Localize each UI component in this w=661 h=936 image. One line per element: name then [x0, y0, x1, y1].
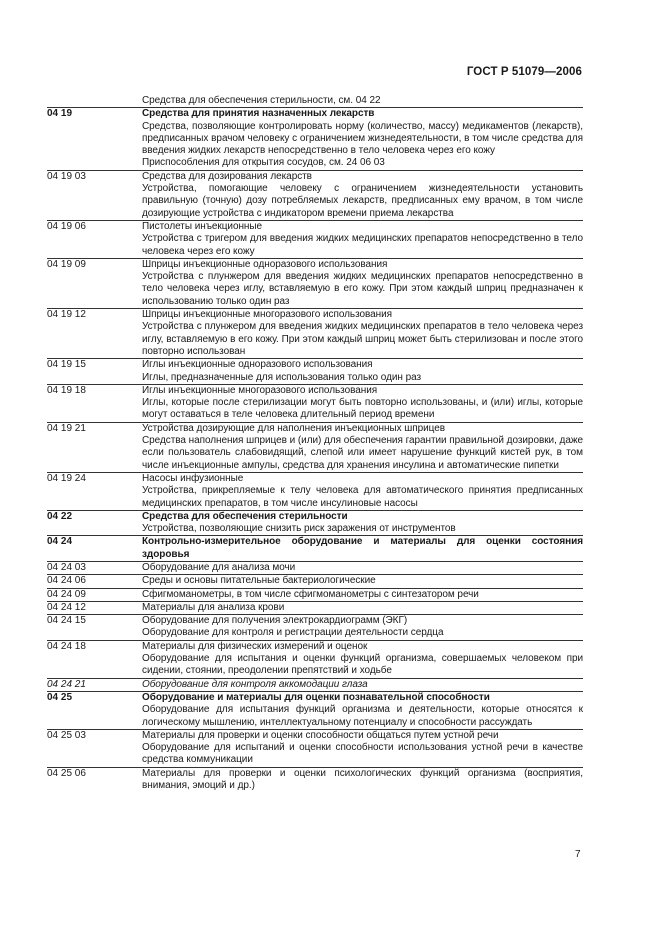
- entry-title: Иглы инъекционные одноразового использования: [142, 359, 373, 371]
- classification-entry: [47, 107, 583, 169]
- entry-description: Оборудование для испытания и оценки функций организма, совершаемых человеком при сидении, стоянии, преодолении препятствий и ходьбе: [142, 653, 583, 677]
- classification-entry: [47, 95, 583, 107]
- entry-body: [142, 768, 583, 793]
- entry-title: Насосы инфузионные: [142, 472, 244, 484]
- classification-entry: [47, 640, 583, 678]
- entry-title: Шприцы инъекционные одноразового использования: [142, 258, 388, 270]
- entry-body: [142, 359, 583, 384]
- entry-code: 04 19 12: [47, 309, 86, 321]
- entry-description: Приспособления для открытия сосудов, см. 24 06 03: [142, 157, 385, 169]
- entry-title: Средства для дозирования лекарств: [142, 170, 312, 182]
- classification-entry: [47, 535, 583, 561]
- entry-title: Средства для принятия назначенных лекарств: [142, 108, 375, 120]
- entry-description: Устройства, помогающие человеку с ограничением жизнедеятельности установить правильную (точную) дозу потребляемых лекарств, предписанных ему врачом, в том числе дозирующие устройства с индикатором времени приема лекарства: [142, 183, 583, 219]
- entry-body: [142, 108, 583, 169]
- entry-title: Оборудование для получения электрокардиограмм (ЭКГ): [142, 615, 408, 627]
- page-number: 7: [575, 849, 581, 860]
- classification-entry: [47, 561, 583, 574]
- classification-entry: [47, 601, 583, 614]
- entry-body: [142, 473, 583, 510]
- classification-entry: [47, 691, 583, 729]
- classification-entry: [47, 767, 583, 793]
- entry-description: Средства, позволяющие контролировать норму (количество, массу) медикаментов (лекарств), предписанных врачом человеку с ограничением жизнедеятельности, в том числе средства для введения жидких лекарств непосредственно в тело человека через его кожу: [142, 120, 583, 157]
- entry-code: 04 19 09: [47, 258, 86, 270]
- entry-title: Материалы для проверки и оценки способности общаться путем устной речи: [142, 729, 499, 741]
- entry-body: [142, 309, 583, 358]
- entry-title: Контрольно-измерительное оборудование и материалы для оценки состояния здоровья: [142, 536, 583, 560]
- entry-description: Оборудование для испытаний и оценки способности использования устной речи в качестве средства коммуникации: [142, 742, 583, 766]
- entry-body: [142, 589, 583, 601]
- entry-description: Оборудование для испытания функций организма и деятельности, которые относятся к логическому мышлению, интеллектуальному потенциалу и способности рассуждать: [142, 704, 583, 728]
- entry-code: 04 19 03: [47, 170, 86, 182]
- entry-body: [142, 575, 583, 587]
- entry-description: Устройства с тригером для введения жидких медицинских препаратов непосредственно в тело человека через его кожу: [142, 233, 583, 257]
- classification-entry: [47, 729, 583, 767]
- document-header: ГОСТ Р 51079—2006: [466, 66, 582, 78]
- entry-code: 04 24: [47, 536, 73, 548]
- classification-entry: [47, 258, 583, 308]
- entry-body: [142, 259, 583, 308]
- entry-title: Иглы инъекционные многоразового использования: [142, 384, 378, 396]
- classification-entry: [47, 614, 583, 640]
- entry-code: 04 24 06: [47, 575, 86, 587]
- entry-title: Материалы для проверки и оценки психологических функций организма (восприятия, внимания, эмоций и др.): [142, 767, 583, 792]
- entry-body: [142, 679, 583, 691]
- entry-title: Оборудование для анализа мочи: [142, 561, 296, 573]
- entry-code: 04 19 06: [47, 220, 86, 232]
- entry-code: 04 24 18: [47, 640, 86, 652]
- entry-title: Средства для обеспечения стерильности: [142, 510, 348, 522]
- entry-description: Устройства, прикрепляемые к телу человека для автоматического принятия предписанных медицинских препаратов, в том числе инсулиновые насосы: [142, 485, 583, 509]
- entry-body: [142, 692, 583, 729]
- classification-entry: [47, 358, 583, 384]
- entry-code: 04 19 24: [47, 472, 86, 484]
- entry-description: Иглы, предназначенные для использования только один раз: [142, 371, 422, 383]
- entry-code: 04 24 12: [47, 601, 86, 613]
- entry-body: [142, 562, 583, 574]
- classification-entry: [47, 308, 583, 358]
- entry-body: [142, 95, 583, 107]
- entry-title: Сфигмоманометры, в том числе сфигмоманометры с синтезатором речи: [142, 588, 479, 600]
- entry-body: [142, 385, 583, 422]
- entry-body: [142, 602, 583, 614]
- entry-code: 04 19: [47, 108, 73, 120]
- entry-body: [142, 730, 583, 767]
- entry-body: [142, 641, 583, 678]
- entry-title: Шприцы инъекционные многоразового использования: [142, 309, 393, 321]
- entry-code: 04 25 06: [47, 767, 86, 779]
- entry-body: [142, 221, 583, 258]
- entry-code: 04 25 03: [47, 729, 86, 741]
- entry-title: Оборудование для контроля аккомодации глаза: [142, 678, 368, 690]
- classification-entry: [47, 220, 583, 258]
- entry-description: Устройства с плунжером для введения жидких медицинских препаратов непосредственно в тело человека через иглу, вставляемую в его кожу. При этом каждый шприц предназначен к использованию только один раз: [142, 271, 583, 307]
- entry-title: Средства для обеспечения стерильности, см. 04 22: [142, 95, 381, 106]
- classification-entry: [47, 384, 583, 422]
- classification-entry: [47, 170, 583, 220]
- entry-body: [142, 615, 583, 640]
- entry-title: Среды и основы питательные бактериологические: [142, 575, 376, 587]
- entry-body: [142, 423, 583, 472]
- classification-list: [47, 95, 583, 792]
- entry-code: 04 25: [47, 691, 73, 703]
- classification-entry: [47, 588, 583, 601]
- entry-description: Устройства с плунжером для введения жидких медицинских препаратов в тело человека через иглу, вставляемую в его кожу. При этом каждый шприц может быть стерилизован и после этого повторно использован: [142, 321, 583, 357]
- entry-description: Иглы, которые после стерилизации могут быть повторно использованы, и (или) иглы, которые могут оставаться в теле человека длительный период времени: [142, 397, 583, 421]
- classification-entry: [47, 574, 583, 587]
- entry-code: 04 19 15: [47, 359, 86, 371]
- entry-title: Оборудование и материалы для оценки познавательной способности: [142, 691, 490, 703]
- entry-title: Пистолеты инъекционные: [142, 220, 263, 232]
- classification-entry: [47, 472, 583, 510]
- entry-body: [142, 536, 583, 561]
- entry-description: Средства наполнения шприцев и (или) для обеспечения гарантии правильной дозировки, даже если пользователь слабовидящий, слепой или имеет нарушение функций кистей рук, в том числе инъекционные ампулы, средства для хранения инсулина и автоматические пипетки: [142, 435, 583, 471]
- classification-entry: [47, 510, 583, 536]
- entry-code: 04 24 03: [47, 561, 86, 573]
- classification-entry: [47, 678, 583, 691]
- entry-description: Устройства, позволяющие снизить риск заражения от инструментов: [142, 523, 456, 535]
- entry-code: 04 19 18: [47, 384, 86, 396]
- entry-code: 04 24 09: [47, 588, 86, 600]
- classification-entry: [47, 422, 583, 472]
- entry-description: Оборудование для контроля и регистрации деятельности сердца: [142, 627, 444, 639]
- entry-code: 04 24 15: [47, 615, 86, 627]
- entry-title: Устройства дозирующие для наполнения инъекционных шприцев: [142, 422, 445, 434]
- entry-body: [142, 511, 583, 536]
- entry-title: Материалы для физических измерений и оценок: [142, 640, 368, 652]
- entry-code: 04 19 21: [47, 422, 86, 434]
- entry-body: [142, 171, 583, 220]
- entry-title: Материалы для анализа крови: [142, 601, 285, 613]
- entry-code: 04 22: [47, 510, 73, 522]
- entry-code: 04 24 21: [47, 678, 86, 690]
